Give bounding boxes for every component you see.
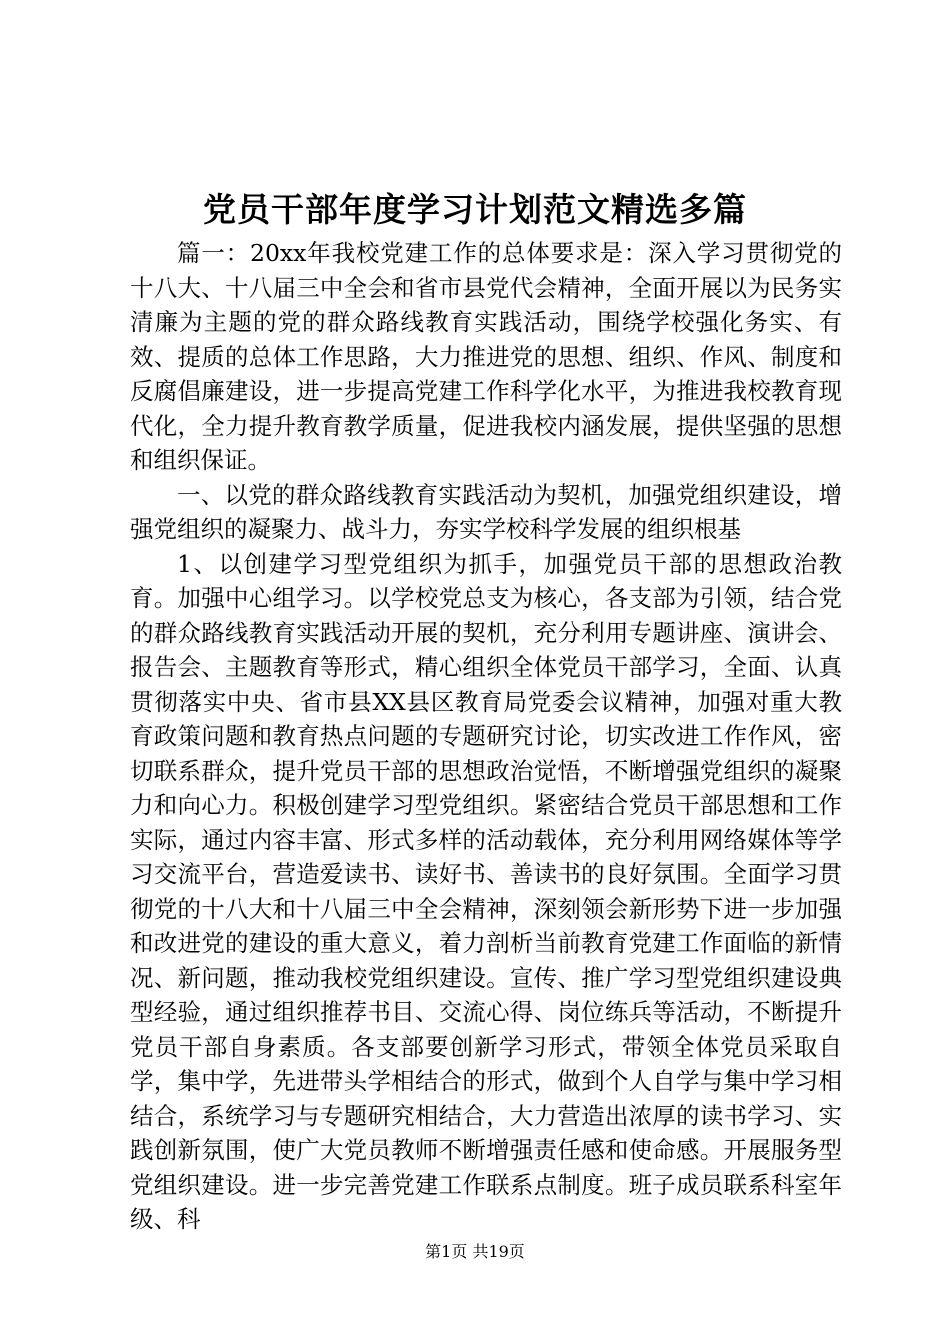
document-body (130, 236, 842, 1237)
paragraph-section-one-heading: 一、以党的群众路线教育实践活动为契机，加强党组织建设，增强党组织的凝聚力、战斗力，夯实学校科学发展的组织根基 (130, 480, 842, 543)
paragraph-intro: 篇一：20xx年我校党建工作的总体要求是：深入学习贯彻党的十八大、十八届三中全会和省市县党代会精神，全面开展以为民务实清廉为主题的党的群众路线教育实践活动，围绕学校强化务实、有效、提质的总体工作思路，大力推进党的思想、组织、作风、制度和反腐倡廉建设，进一步提高党建工作科学化水平，为推进我校教育现代化，全力提升教育教学质量，促进我校内涵发展，提供坚强的思想和组织保证。 (130, 239, 842, 474)
document-title: 党员干部年度学习计划范文精选多篇 (203, 190, 747, 229)
paragraph-item-one: 1、以创建学习型党组织为抓手，加强党员干部的思想政治教育。加强中心组学习。以学校党总支为核心，各支部为引领，结合党的群众路线教育实践活动开展的契机，充分利用专题讲座、演讲会、报告会、主题教育等形式，精心组织全体党员干部学习，全面、认真贯彻落实中央、省市县XX县区教育局党委会议精神，加强对重大教育政策问题和教育热点问题的专题研究讨论，切实改进工作作风，密切联系群众，提升党员干部的思想政治觉悟，不断增强党组织的凝聚力和向心力。积极创建学习型党组织。紧密结合党员干部思想和工作实际，通过内容丰富、形式多样的活动载体，充分利用网络媒体等学习交流平台，营造爱读书、读好书、善读书的良好氛围。全面学习贯彻党的十八大和十八届三中全会精神，深刻领会新形势下进一步加强和改进党的建设的重大意义，着力剖析当前教育党建工作面临的新情况、新问题，推动我校党组织建设。宣传、推广学习型党组织建设典型经验，通过组织推荐书目、交流心得、岗位练兵等活动，不断提升党员干部自身素质。各支部要创新学习形式，带领全体党员采取自学，集中学，先进带头学相结合的形式，做到个人自学与集中学习相结合，系统学习与专题研究相结合，大力营造出浓厚的读书学习、实践创新氛围，使广大党员教师不断增强责任感和使命感。开展服务型党组织建设。进一步完善党建工作联系点制度。班子成员联系科室年级、科 (130, 549, 842, 1233)
page-footer: 第1页 共19页 (425, 1242, 525, 1261)
